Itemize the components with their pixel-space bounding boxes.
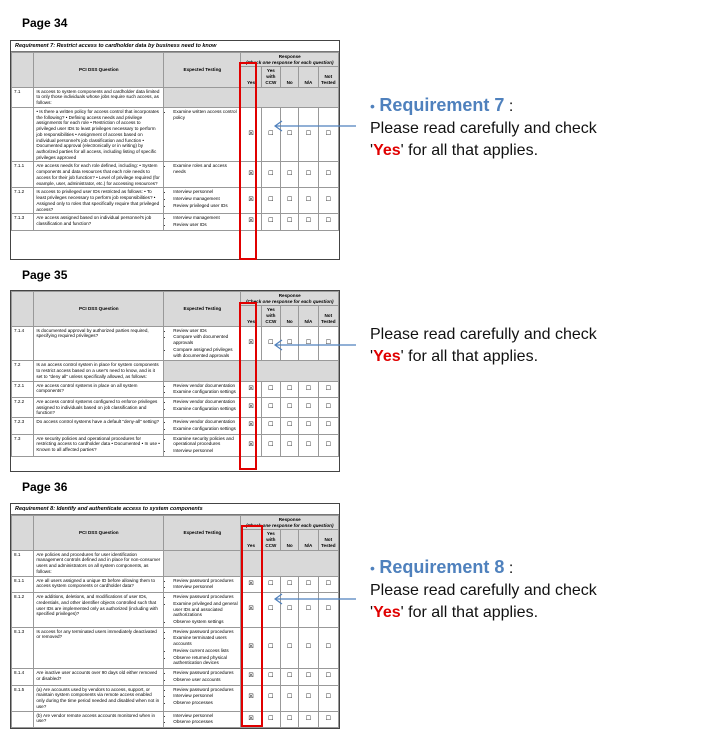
response-column-header: No xyxy=(281,306,299,326)
empty-checkbox-icon[interactable]: ☐ xyxy=(318,685,338,711)
empty-checkbox-icon[interactable]: ☐ xyxy=(281,576,299,592)
testing-item: • Examine roles and access needs xyxy=(173,163,238,174)
expected-testing xyxy=(164,593,241,628)
shaded-response-cell xyxy=(241,550,339,576)
question-text: Is an access control system in place for system components to restrict access based on a user's need to know, and is it set to "deny all" unless specifically allowed, as follows: xyxy=(34,361,164,381)
empty-checkbox-icon[interactable]: ☐ xyxy=(299,398,318,418)
bullet-icon: • xyxy=(370,98,375,114)
checked-checkbox-icon[interactable]: ☒ xyxy=(241,669,261,685)
expected-testing xyxy=(164,361,241,381)
page-35-thumbnail xyxy=(10,290,340,472)
table-row xyxy=(12,214,339,230)
table-row xyxy=(12,87,339,107)
empty-checkbox-icon[interactable]: ☐ xyxy=(281,381,299,397)
bullet-icon: • xyxy=(370,560,375,576)
testing-item: • Review privileged user IDs xyxy=(173,203,238,209)
response-column-header: Yes xyxy=(241,306,261,326)
testing-column-header: Expected Testing xyxy=(164,292,241,327)
checked-checkbox-icon[interactable]: ☒ xyxy=(241,214,261,230)
empty-checkbox-icon[interactable]: ☐ xyxy=(261,593,280,628)
note-line1: Please read carefully and check xyxy=(370,582,597,599)
table-row xyxy=(12,162,339,188)
arrow-icon-page-34 xyxy=(270,118,360,134)
note-requirement-7 xyxy=(370,94,597,162)
question-text: Do access control systems have a default "deny-all" setting? xyxy=(34,418,164,434)
note-colon: : xyxy=(504,560,514,577)
testing-item: • Examine privileged and general user IDs and associated authorizations xyxy=(173,601,238,618)
expected-testing xyxy=(164,107,241,162)
question-text: Are security policies and operational procedures for restricting access to cardholder data • Documented • In use • Known to all affected parties? xyxy=(34,434,164,456)
question-number xyxy=(12,711,34,727)
testing-item: • Examine terminated users accounts xyxy=(173,635,238,646)
checked-checkbox-icon[interactable]: ☒ xyxy=(241,434,261,456)
question-text: Are additions, deletions, and modifications of user IDs, credentials, and other identifier objects controlled such that user IDs are implemented only as authorized (including with specified privileges)? xyxy=(34,593,164,628)
response-column-header: Not Tested xyxy=(318,67,338,87)
empty-checkbox-icon[interactable]: ☐ xyxy=(281,398,299,418)
note-line1: Please read carefully and check xyxy=(370,120,597,137)
expected-testing xyxy=(164,398,241,418)
response-title: Response xyxy=(278,517,301,522)
empty-checkbox-icon[interactable]: ☐ xyxy=(299,162,318,188)
question-text: Are policies and procedures for user identification management controls defined and in place for non-consumer users and administrators on all system components, as follows: xyxy=(34,550,164,576)
arrow-icon-page-35 xyxy=(270,337,360,353)
empty-checkbox-icon[interactable]: ☐ xyxy=(299,188,318,214)
testing-item: • Interview personnel xyxy=(173,693,238,699)
note-colon: : xyxy=(504,98,514,115)
checked-checkbox-icon[interactable]: ☒ xyxy=(241,576,261,592)
empty-checkbox-icon[interactable]: ☐ xyxy=(261,685,280,711)
note-tail: ' for all that applies. xyxy=(400,348,539,365)
response-subtitle: (Check one response for each question) xyxy=(245,298,334,304)
empty-checkbox-icon[interactable]: ☐ xyxy=(318,214,338,230)
response-column-header: Not Tested xyxy=(318,530,338,550)
testing-item: • Examine configuration settings xyxy=(173,426,238,432)
expected-testing xyxy=(164,381,241,397)
note-quote-open: ' xyxy=(370,604,374,621)
empty-checkbox-icon[interactable]: ☐ xyxy=(299,685,318,711)
testing-item: • Review password procedures xyxy=(173,687,238,693)
note-line1: Please read carefully and check xyxy=(370,326,597,343)
testing-item: • Interview personnel xyxy=(173,584,238,590)
empty-checkbox-icon[interactable]: ☐ xyxy=(299,214,318,230)
response-title: Response xyxy=(278,54,301,59)
response-column-header: No xyxy=(281,530,299,550)
checked-checkbox-icon[interactable]: ☒ xyxy=(241,188,261,214)
empty-checkbox-icon[interactable]: ☐ xyxy=(261,576,280,592)
question-text: Are access needs for each role defined, including: • System components and data resources that each role needs to access for their job function? • Level of privilege required (for example, user, administrator, etc.) for accessing resources? xyxy=(34,162,164,188)
empty-checkbox-icon[interactable]: ☐ xyxy=(318,188,338,214)
empty-checkbox-icon[interactable]: ☐ xyxy=(318,107,338,162)
checked-checkbox-icon[interactable]: ☒ xyxy=(241,162,261,188)
checked-checkbox-icon[interactable]: ☒ xyxy=(241,381,261,397)
response-header xyxy=(241,53,339,67)
question-number: 8.1.1 xyxy=(12,576,34,592)
empty-checkbox-icon[interactable]: ☐ xyxy=(281,711,299,727)
empty-checkbox-icon[interactable]: ☐ xyxy=(299,381,318,397)
question-text: Are access control systems configured to enforce privileges assigned to individuals based on job classification and function? xyxy=(34,398,164,418)
table-row xyxy=(12,188,339,214)
empty-checkbox-icon[interactable]: ☐ xyxy=(318,576,338,592)
question-number: 7.2.3 xyxy=(12,418,34,434)
question-number: 8.1.2 xyxy=(12,593,34,628)
questionnaire-table xyxy=(11,515,339,728)
empty-checkbox-icon[interactable]: ☐ xyxy=(318,418,338,434)
question-text: Is documented approval by authorized parties required, specifying required privileges? xyxy=(34,326,164,361)
empty-checkbox-icon[interactable]: ☐ xyxy=(261,326,280,361)
checked-checkbox-icon[interactable]: ☒ xyxy=(241,418,261,434)
expected-testing xyxy=(164,162,241,188)
page-label-35: Page 35 xyxy=(22,268,68,282)
question-number: 7.1.4 xyxy=(12,326,34,361)
expected-testing xyxy=(164,326,241,361)
expected-testing xyxy=(164,627,241,668)
testing-item: • Observe returned physical authentication devices xyxy=(173,655,238,666)
empty-checkbox-icon[interactable]: ☐ xyxy=(318,669,338,685)
response-column-header: Yes with CCW xyxy=(261,530,280,550)
testing-item: • Review password procedures xyxy=(173,670,238,676)
question-text: (a) Are accounts used by vendors to access, support, or maintain system components via remote access enabled only during the time period needed and disabled when not in use? xyxy=(34,685,164,711)
testing-item: • Interview personnel xyxy=(173,713,238,719)
empty-checkbox-icon[interactable]: ☐ xyxy=(281,162,299,188)
table-row xyxy=(12,381,339,397)
response-title: Response xyxy=(278,293,301,298)
empty-checkbox-icon[interactable]: ☐ xyxy=(281,107,299,162)
note-page-35 xyxy=(370,324,597,368)
expected-testing xyxy=(164,550,241,576)
note-requirement-8 xyxy=(370,556,597,624)
empty-checkbox-icon[interactable]: ☐ xyxy=(261,434,280,456)
page-34-thumbnail xyxy=(10,40,340,260)
question-number: 7.1.1 xyxy=(12,162,34,188)
empty-checkbox-icon[interactable]: ☐ xyxy=(261,162,280,188)
question-column-header: PCI DSS Question xyxy=(34,292,164,327)
checked-checkbox-icon[interactable]: ☒ xyxy=(241,685,261,711)
empty-checkbox-icon[interactable]: ☐ xyxy=(318,711,338,727)
empty-checkbox-icon[interactable]: ☐ xyxy=(318,381,338,397)
arrow-icon-page-36 xyxy=(270,591,360,607)
expected-testing xyxy=(164,711,241,727)
testing-item: • Review user IDs xyxy=(173,328,238,334)
table-row xyxy=(12,550,339,576)
note-quote-open: ' xyxy=(370,142,374,159)
table-row xyxy=(12,711,339,727)
question-text: Are inactive user accounts over 90 days old either removed or disabled? xyxy=(34,669,164,685)
empty-checkbox-icon[interactable]: ☐ xyxy=(299,711,318,727)
question-text: • Is there a written policy for access control that incorporates the following? • Defining access needs and privilege assignments for each role • Restriction of access to privileged user IDs to least privileges necessary to perform job responsibilities • Assignment of access based on individual personnel's job classification and function • Documented approval (electronically or in writing) by authorized parties for all access, including listing of specific privileges approved xyxy=(34,107,164,162)
testing-item: • Review current access lists xyxy=(173,648,238,654)
testing-item: • Observe system settings xyxy=(173,619,238,625)
questionnaire-table xyxy=(11,291,339,457)
requirement-title: Requirement 7: Restrict access to cardholder data by business need to know xyxy=(11,41,339,52)
response-column-header: No xyxy=(281,67,299,87)
response-column-header: Yes xyxy=(241,530,261,550)
empty-checkbox-icon[interactable]: ☐ xyxy=(281,627,299,668)
empty-checkbox-icon[interactable]: ☐ xyxy=(299,593,318,628)
expected-testing xyxy=(164,188,241,214)
testing-item: • Review vendor documentation xyxy=(173,383,238,389)
response-header xyxy=(241,292,339,306)
empty-checkbox-icon[interactable]: ☐ xyxy=(299,418,318,434)
checked-checkbox-icon[interactable]: ☒ xyxy=(241,627,261,668)
checked-checkbox-icon[interactable]: ☒ xyxy=(241,398,261,418)
expected-testing xyxy=(164,87,241,107)
note-tail: ' for all that applies. xyxy=(400,142,539,159)
note-yes: Yes xyxy=(373,604,401,621)
testing-item: • Compare with documented approvals xyxy=(173,334,238,345)
empty-checkbox-icon[interactable]: ☐ xyxy=(261,188,280,214)
testing-column-header: Expected Testing xyxy=(164,516,241,551)
expected-testing xyxy=(164,669,241,685)
testing-item: • Observe processes xyxy=(173,700,238,706)
testing-item: • Review user IDs xyxy=(173,222,238,228)
testing-item: • Interview personnel xyxy=(173,189,238,195)
empty-checkbox-icon[interactable]: ☐ xyxy=(281,593,299,628)
response-column-header: Yes with CCW xyxy=(261,67,280,87)
testing-item: • Interview personnel xyxy=(173,448,238,454)
empty-checkbox-icon[interactable]: ☐ xyxy=(261,627,280,668)
testing-item: • Review vendor documentation xyxy=(173,399,238,405)
response-subtitle: (Check one response for each question) xyxy=(245,59,334,65)
testing-item: • Examine configuration settings xyxy=(173,406,238,412)
checked-checkbox-icon[interactable]: ☒ xyxy=(241,326,261,361)
expected-testing xyxy=(164,214,241,230)
empty-checkbox-icon[interactable]: ☐ xyxy=(261,381,280,397)
question-number: 8.1.4 xyxy=(12,669,34,685)
empty-checkbox-icon[interactable]: ☐ xyxy=(299,326,318,361)
response-column-header: N/A xyxy=(299,67,318,87)
response-column-header: Yes with CCW xyxy=(261,306,280,326)
question-number: 7.2 xyxy=(12,361,34,381)
question-text: Is access to system components and cardholder data limited to only those individuals whose jobs require such access, as follows: xyxy=(34,87,164,107)
empty-checkbox-icon[interactable]: ☐ xyxy=(281,214,299,230)
question-text: Is access to privileged user IDs restricted as follows: • To least privileges necessary to perform job responsibilities? • Assigned only to roles that specifically require that privileged access? xyxy=(34,188,164,214)
checked-checkbox-icon[interactable]: ☒ xyxy=(241,593,261,628)
note-quote-open: ' xyxy=(370,348,374,365)
question-column-header: PCI DSS Question xyxy=(34,53,164,88)
response-column-header: N/A xyxy=(299,530,318,550)
empty-checkbox-icon[interactable]: ☐ xyxy=(281,188,299,214)
empty-checkbox-icon[interactable]: ☐ xyxy=(299,576,318,592)
empty-checkbox-icon[interactable]: ☐ xyxy=(261,214,280,230)
empty-checkbox-icon[interactable]: ☐ xyxy=(281,685,299,711)
testing-item: • Review password procedures xyxy=(173,594,238,600)
questionnaire-table xyxy=(11,52,339,231)
empty-checkbox-icon[interactable]: ☐ xyxy=(281,326,299,361)
empty-checkbox-icon[interactable]: ☐ xyxy=(261,398,280,418)
question-number: 7.1.2 xyxy=(12,188,34,214)
empty-checkbox-icon[interactable]: ☐ xyxy=(281,669,299,685)
question-number: 7.1 xyxy=(12,87,34,107)
empty-checkbox-icon[interactable]: ☐ xyxy=(261,711,280,727)
table-row xyxy=(12,418,339,434)
table-row xyxy=(12,361,339,381)
expected-testing xyxy=(164,434,241,456)
question-text: Are all users assigned a unique ID before allowing them to access system components or cardholder data? xyxy=(34,576,164,592)
question-number: 7.1.3 xyxy=(12,214,34,230)
question-text: Is access for any terminated users immediately deactivated or removed? xyxy=(34,627,164,668)
response-column-header: Yes xyxy=(241,67,261,87)
expected-testing xyxy=(164,576,241,592)
response-subtitle: (Check one response for each question) xyxy=(245,522,334,528)
testing-item: • Compare assigned privileges with documented approvals xyxy=(173,347,238,358)
testing-item: • Review password procedures xyxy=(173,578,238,584)
shaded-response-cell xyxy=(241,361,339,381)
page-36-thumbnail xyxy=(10,503,340,729)
table-row xyxy=(12,398,339,418)
shaded-response-cell xyxy=(241,87,339,107)
question-number: 7.2.1 xyxy=(12,381,34,397)
question-number: 8.1.5 xyxy=(12,685,34,711)
question-number: 7.2.2 xyxy=(12,398,34,418)
expected-testing xyxy=(164,685,241,711)
requirement-title: Requirement 8: Identify and authenticate access to system components xyxy=(11,504,339,515)
table-header-row xyxy=(12,292,339,306)
question-column-header: PCI DSS Question xyxy=(34,516,164,551)
empty-checkbox-icon[interactable]: ☐ xyxy=(261,669,280,685)
note-requirement-title: Requirement 8 xyxy=(379,557,505,577)
page-label-36: Page 36 xyxy=(22,480,68,494)
empty-checkbox-icon[interactable]: ☐ xyxy=(281,418,299,434)
testing-item: • Observe processes xyxy=(173,719,238,725)
empty-checkbox-icon[interactable]: ☐ xyxy=(318,398,338,418)
empty-checkbox-icon[interactable]: ☐ xyxy=(299,107,318,162)
table-row xyxy=(12,685,339,711)
checked-checkbox-icon[interactable]: ☒ xyxy=(241,711,261,727)
testing-column-header: Expected Testing xyxy=(164,53,241,88)
empty-checkbox-icon[interactable]: ☐ xyxy=(299,669,318,685)
table-header-row xyxy=(12,516,339,530)
empty-checkbox-icon[interactable]: ☐ xyxy=(318,326,338,361)
table-row xyxy=(12,107,339,162)
testing-item: • Interview management xyxy=(173,215,238,221)
testing-item: • Review password procedures xyxy=(173,629,238,635)
testing-item: • Examine configuration settings xyxy=(173,389,238,395)
question-text: Are access control systems in place on all system components? xyxy=(34,381,164,397)
response-header xyxy=(241,516,339,530)
checked-checkbox-icon[interactable]: ☒ xyxy=(241,107,261,162)
empty-checkbox-icon[interactable]: ☐ xyxy=(318,162,338,188)
empty-checkbox-icon[interactable]: ☐ xyxy=(299,434,318,456)
table-row xyxy=(12,434,339,456)
empty-checkbox-icon[interactable]: ☐ xyxy=(261,107,280,162)
expected-testing xyxy=(164,418,241,434)
empty-checkbox-icon[interactable]: ☐ xyxy=(318,593,338,628)
testing-item: • Examine written access control policy xyxy=(173,109,238,120)
note-yes: Yes xyxy=(373,142,401,159)
question-number: 8.1.3 xyxy=(12,627,34,668)
empty-checkbox-icon[interactable]: ☐ xyxy=(299,627,318,668)
note-tail: ' for all that applies. xyxy=(400,604,539,621)
empty-checkbox-icon[interactable]: ☐ xyxy=(261,418,280,434)
empty-checkbox-icon[interactable]: ☐ xyxy=(318,627,338,668)
response-column-header: N/A xyxy=(299,306,318,326)
empty-checkbox-icon[interactable]: ☐ xyxy=(281,434,299,456)
testing-item: • Observe user accounts xyxy=(173,677,238,683)
question-number xyxy=(12,107,34,162)
question-number: 8.1 xyxy=(12,550,34,576)
table-header-row xyxy=(12,53,339,67)
page-label-34: Page 34 xyxy=(22,16,68,30)
note-yes: Yes xyxy=(373,348,401,365)
testing-item: • Review vendor documentation xyxy=(173,419,238,425)
question-text: (b) Are vendor remote access accounts monitored when in use? xyxy=(34,711,164,727)
testing-item: • Examine security policies and operational procedures xyxy=(173,436,238,447)
testing-item: • Interview management xyxy=(173,196,238,202)
table-row xyxy=(12,627,339,668)
question-number: 7.3 xyxy=(12,434,34,456)
question-text: Are access assigned based on individual personnel's job classification and function? xyxy=(34,214,164,230)
table-row xyxy=(12,669,339,685)
empty-checkbox-icon[interactable]: ☐ xyxy=(318,434,338,456)
response-column-header: Not Tested xyxy=(318,306,338,326)
note-requirement-title: Requirement 7 xyxy=(379,95,505,115)
